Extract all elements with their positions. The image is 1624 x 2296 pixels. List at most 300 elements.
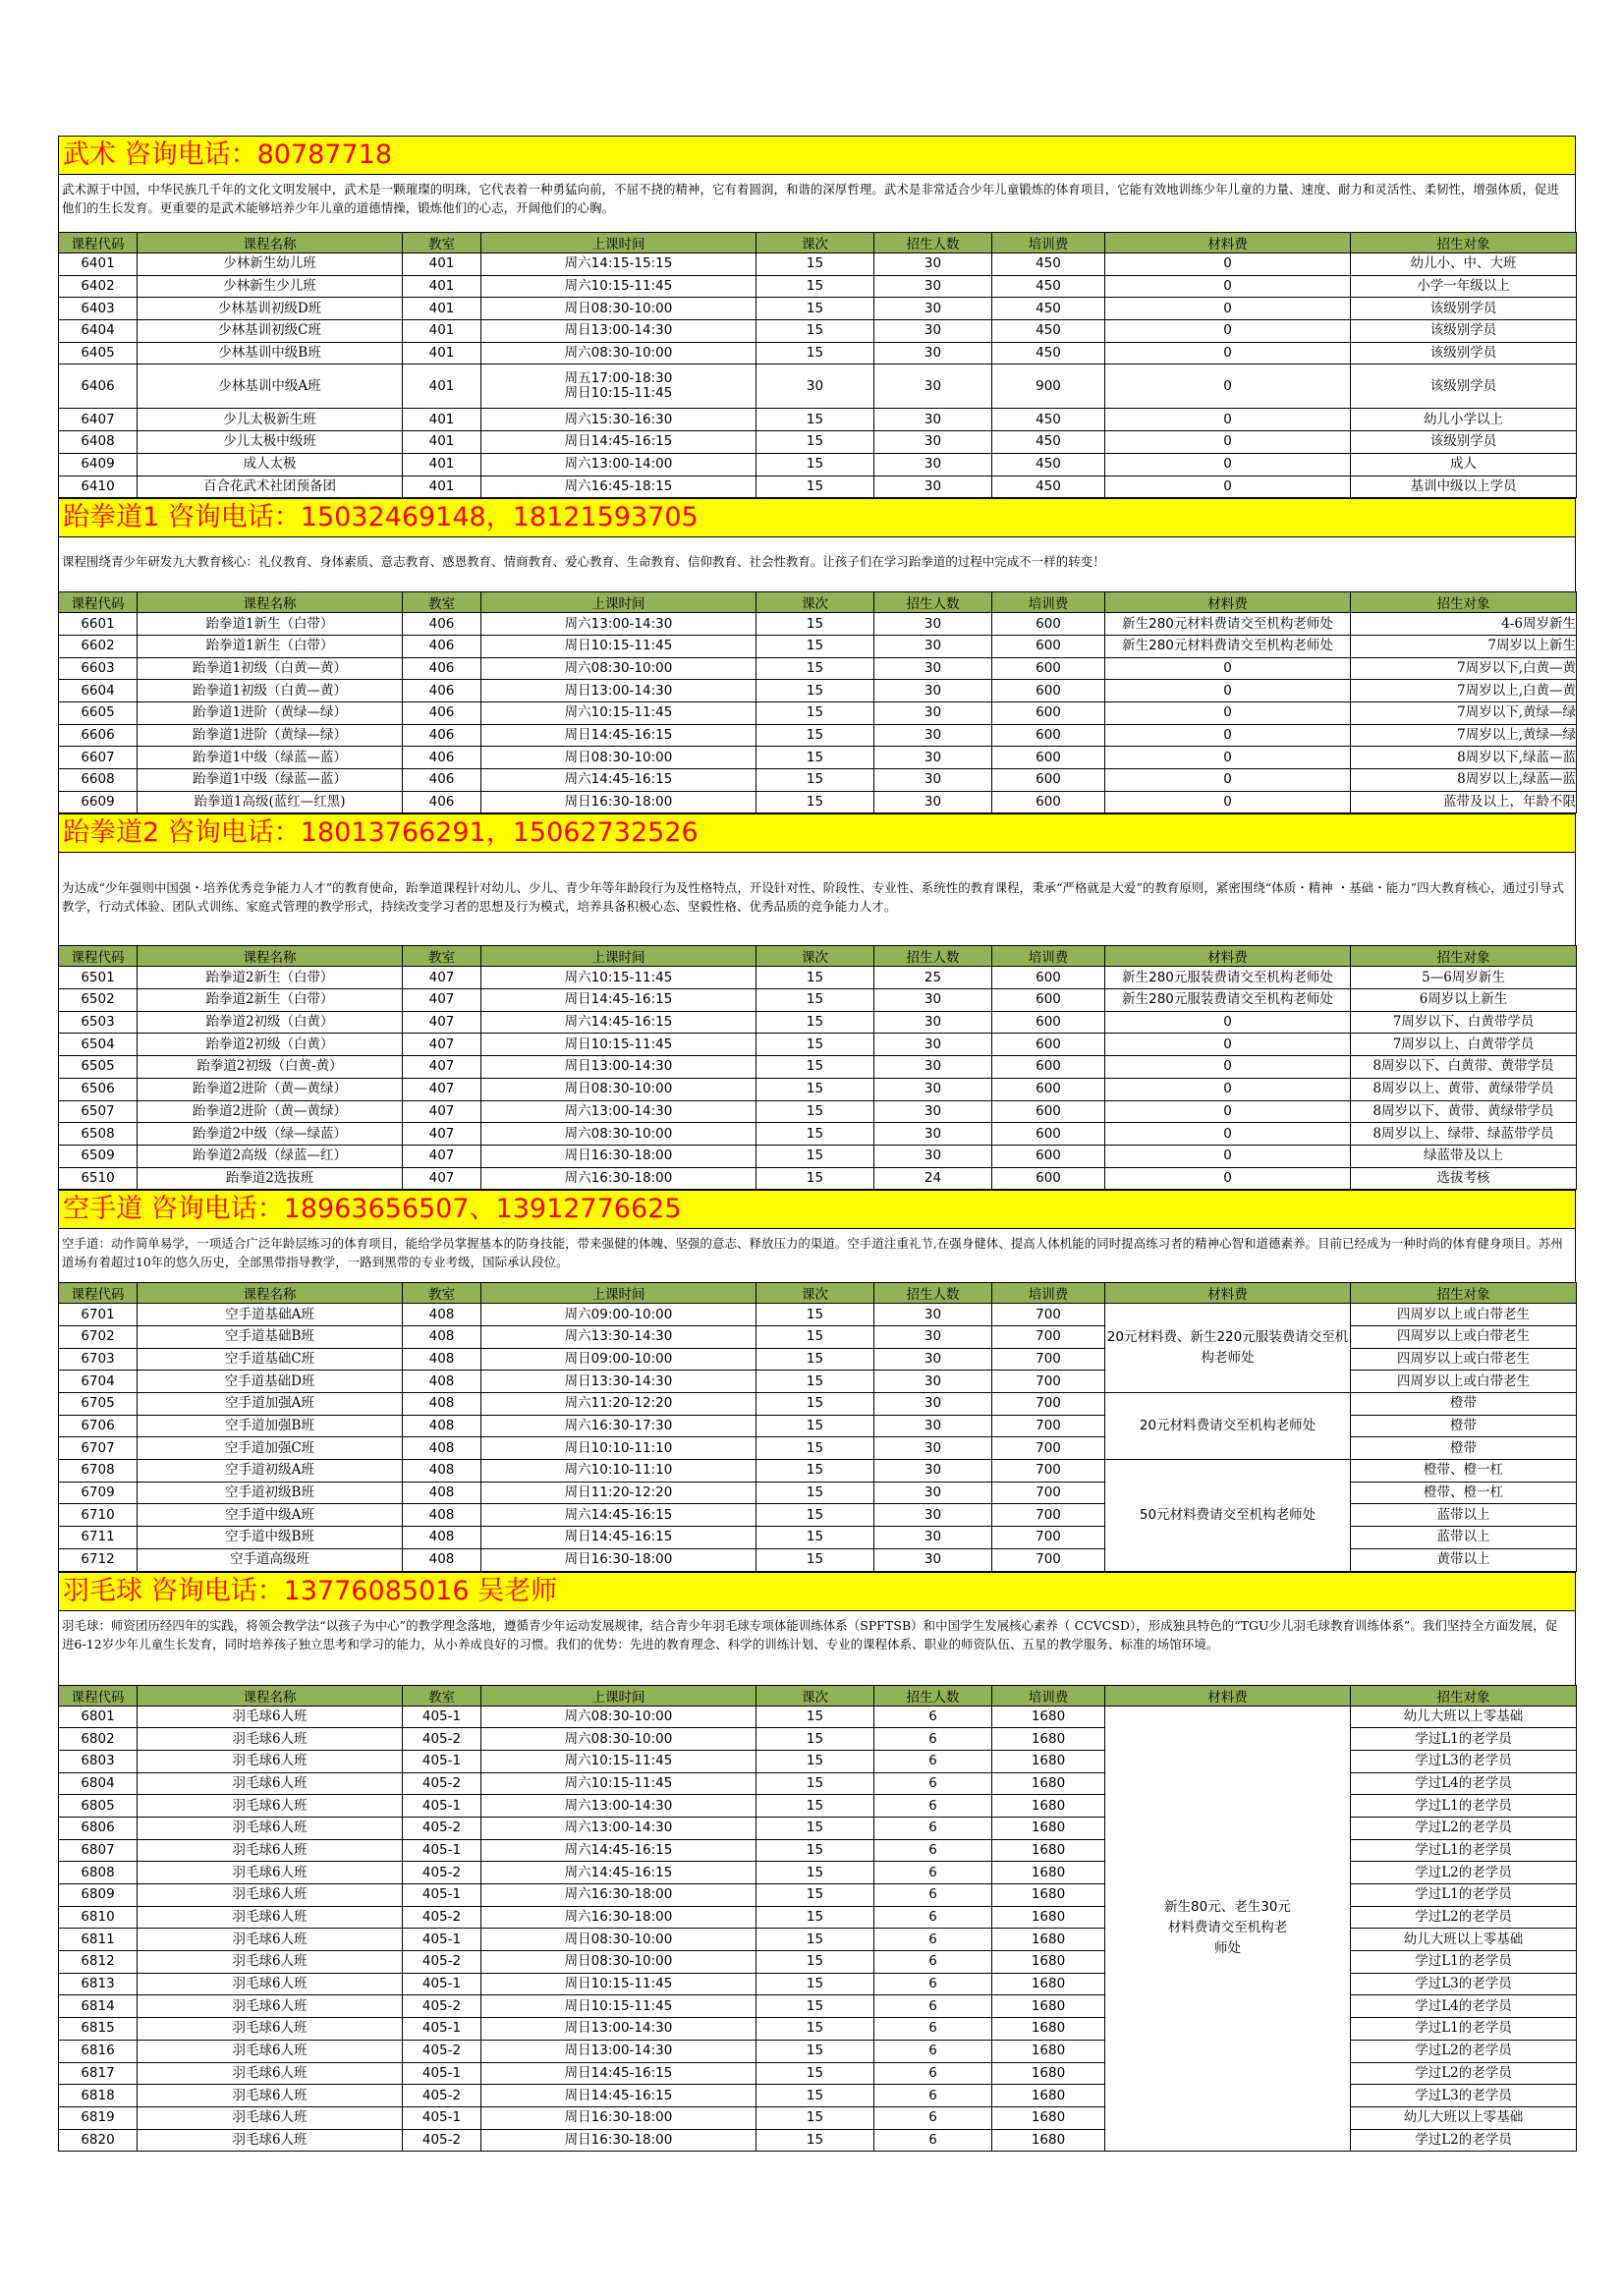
cell-enrollment: 30 — [874, 1371, 992, 1393]
cell-enrollment: 6 — [874, 1706, 992, 1728]
cell-classroom: 406 — [403, 724, 481, 747]
cell-target-students: 该级别学员 — [1351, 320, 1577, 343]
cell-class-time: 周六10:10-11:10 — [481, 1460, 756, 1483]
cell-enrollment: 30 — [874, 635, 992, 657]
cell-sessions: 15 — [756, 769, 874, 792]
cell-course-name: 羽毛球6人班 — [138, 1817, 403, 1839]
cell-class-time: 周日08:30-10:00 — [481, 1951, 756, 1974]
column-header-target-students: 招生对象 — [1351, 1283, 1577, 1304]
cell-sessions: 15 — [756, 2040, 874, 2062]
cell-enrollment: 30 — [874, 1482, 992, 1504]
cell-enrollment: 30 — [874, 1304, 992, 1326]
cell-tuition-fee: 450 — [992, 342, 1105, 364]
cell-course-code: 6814 — [59, 1995, 138, 2018]
column-header-material-fee: 材料费 — [1105, 592, 1351, 613]
table-row — [59, 701, 1577, 724]
cell-enrollment: 6 — [874, 1995, 992, 2018]
cell-class-time: 周日14:45-16:15 — [481, 724, 756, 747]
column-header-material-fee: 材料费 — [1105, 1283, 1351, 1304]
cell-enrollment: 30 — [874, 453, 992, 476]
cell-material-fee: 新生80元、老生30元材料费请交至机构老师处 — [1105, 1706, 1351, 2152]
cell-course-name: 空手道基础B班 — [138, 1325, 403, 1348]
cell-tuition-fee: 700 — [992, 1325, 1105, 1348]
cell-tuition-fee: 1680 — [992, 1884, 1105, 1907]
column-header-target-students: 招生对象 — [1351, 592, 1577, 613]
cell-classroom: 401 — [403, 409, 481, 431]
cell-tuition-fee: 1680 — [992, 1973, 1105, 1995]
table-header-row — [59, 946, 1577, 967]
cell-material-fee: 0 — [1105, 1078, 1351, 1100]
cell-course-name: 空手道中级B班 — [138, 1527, 403, 1549]
cell-course-name: 羽毛球6人班 — [138, 1750, 403, 1772]
cell-sessions: 15 — [756, 1839, 874, 1862]
cell-target-students: 7周岁以下,白黄—黄 — [1351, 657, 1577, 680]
cell-sessions: 15 — [756, 453, 874, 476]
cell-course-name: 空手道加强B班 — [138, 1415, 403, 1437]
cell-tuition-fee: 1680 — [992, 1839, 1105, 1862]
cell-class-time: 周六16:45-18:15 — [481, 476, 756, 498]
cell-course-code: 6506 — [59, 1078, 138, 1100]
cell-tuition-fee: 450 — [992, 431, 1105, 454]
cell-course-name: 羽毛球6人班 — [138, 1706, 403, 1728]
cell-sessions: 15 — [756, 2085, 874, 2107]
cell-sessions: 15 — [756, 2129, 874, 2152]
cell-target-students: 幼儿大班以上零基础 — [1351, 1706, 1577, 1728]
cell-sessions: 15 — [756, 1437, 874, 1460]
cell-tuition-fee: 700 — [992, 1504, 1105, 1527]
column-header-sessions: 课次 — [756, 592, 874, 613]
table-row — [59, 1167, 1577, 1190]
cell-class-time: 周日14:45-16:15 — [481, 1527, 756, 1549]
cell-course-name: 羽毛球6人班 — [138, 1772, 403, 1795]
cell-target-students: 7周岁以上、白黄带学员 — [1351, 1034, 1577, 1056]
cell-classroom: 401 — [403, 431, 481, 454]
course-schedule-document — [58, 136, 1576, 2152]
column-header-material-fee: 材料费 — [1105, 233, 1351, 253]
cell-class-time: 周日16:30-18:00 — [481, 2129, 756, 2152]
cell-tuition-fee: 600 — [992, 967, 1105, 989]
cell-course-name: 羽毛球6人班 — [138, 1795, 403, 1818]
cell-sessions: 15 — [756, 1929, 874, 1951]
cell-course-code: 6802 — [59, 1728, 138, 1751]
cell-classroom: 407 — [403, 967, 481, 989]
cell-course-code: 6605 — [59, 701, 138, 724]
cell-course-name: 羽毛球6人班 — [138, 2062, 403, 2085]
column-header-class-time: 上课时间 — [481, 1685, 756, 1706]
cell-target-students: 8周岁以下、黄带、黄绿带学员 — [1351, 1100, 1577, 1123]
table-row — [59, 635, 1577, 657]
cell-tuition-fee: 700 — [992, 1548, 1105, 1571]
cell-tuition-fee: 1680 — [992, 1929, 1105, 1951]
table-row — [59, 431, 1577, 454]
cell-material-fee: 20元材料费请交至机构老师处 — [1105, 1393, 1351, 1460]
cell-classroom: 406 — [403, 747, 481, 769]
cell-enrollment: 30 — [874, 1527, 992, 1549]
cell-classroom: 408 — [403, 1482, 481, 1504]
cell-material-fee: 0 — [1105, 747, 1351, 769]
cell-tuition-fee: 1680 — [992, 1862, 1105, 1884]
cell-material-fee: 50元材料费请交至机构老师处 — [1105, 1460, 1351, 1571]
cell-course-name: 跆拳道2进阶（黄—黄绿） — [138, 1100, 403, 1123]
table-row — [59, 253, 1577, 276]
column-header-class-time: 上课时间 — [481, 946, 756, 967]
cell-classroom: 405-2 — [403, 2129, 481, 2152]
cell-enrollment: 6 — [874, 1929, 992, 1951]
table-header-row — [59, 592, 1577, 613]
cell-tuition-fee: 1680 — [992, 1795, 1105, 1818]
cell-sessions: 15 — [756, 613, 874, 636]
cell-course-code: 6806 — [59, 1817, 138, 1839]
cell-target-students: 橙带 — [1351, 1393, 1577, 1416]
table-row — [59, 791, 1577, 813]
cell-sessions: 15 — [756, 342, 874, 364]
cell-sessions: 15 — [756, 724, 874, 747]
cell-target-students: 8周岁以下、白黄带、黄带学员 — [1351, 1056, 1577, 1079]
cell-course-name: 跆拳道1中级（绿蓝—蓝） — [138, 769, 403, 792]
cell-course-code: 6607 — [59, 747, 138, 769]
cell-tuition-fee: 600 — [992, 724, 1105, 747]
table-row — [59, 342, 1577, 364]
cell-enrollment: 6 — [874, 1839, 992, 1862]
table-row — [59, 724, 1577, 747]
column-header-target-students: 招生对象 — [1351, 1685, 1577, 1706]
cell-target-students: 学过L2的老学员 — [1351, 1906, 1577, 1929]
cell-class-time: 周日16:30-18:00 — [481, 791, 756, 813]
cell-enrollment: 30 — [874, 1548, 992, 1571]
cell-enrollment: 30 — [874, 989, 992, 1012]
cell-tuition-fee: 1680 — [992, 1772, 1105, 1795]
cell-class-time: 周六08:30-10:00 — [481, 1123, 756, 1146]
cell-target-students: 4-6周岁新生 — [1351, 613, 1577, 636]
cell-target-students: 学过L2的老学员 — [1351, 1817, 1577, 1839]
cell-course-name: 少林新生少儿班 — [138, 275, 403, 298]
cell-class-time: 周六13:00-14:30 — [481, 613, 756, 636]
cell-course-name: 羽毛球6人班 — [138, 1839, 403, 1862]
cell-material-fee: 0 — [1105, 275, 1351, 298]
cell-target-students: 学过L4的老学员 — [1351, 1995, 1577, 2018]
cell-class-time: 周六13:00-14:30 — [481, 1795, 756, 1818]
cell-class-time: 周六13:00-14:30 — [481, 1100, 756, 1123]
cell-tuition-fee: 450 — [992, 298, 1105, 320]
cell-course-name: 少儿太极新生班 — [138, 409, 403, 431]
cell-class-time: 周日10:15-11:45 — [481, 1995, 756, 2018]
cell-course-code: 6604 — [59, 680, 138, 702]
cell-enrollment: 30 — [874, 1348, 992, 1371]
cell-class-time: 周六08:30-10:00 — [481, 1706, 756, 1728]
cell-course-name: 羽毛球6人班 — [138, 1884, 403, 1907]
cell-tuition-fee: 1680 — [992, 2018, 1105, 2041]
cell-course-code: 6803 — [59, 1750, 138, 1772]
cell-course-code: 6809 — [59, 1884, 138, 1907]
cell-class-time: 周六13:00-14:30 — [481, 1817, 756, 1839]
table-row — [59, 320, 1577, 343]
table-header-row — [59, 233, 1577, 253]
cell-course-code: 6602 — [59, 635, 138, 657]
cell-course-name: 成人太极 — [138, 453, 403, 476]
cell-tuition-fee: 700 — [992, 1460, 1105, 1483]
cell-sessions: 15 — [756, 1325, 874, 1348]
column-header-enrollment: 招生人数 — [874, 1283, 992, 1304]
cell-course-code: 6510 — [59, 1167, 138, 1190]
cell-classroom: 401 — [403, 253, 481, 276]
cell-target-students: 8周岁以下,绿蓝—蓝 — [1351, 747, 1577, 769]
cell-class-time: 周日13:00-14:30 — [481, 2018, 756, 2041]
cell-tuition-fee: 600 — [992, 1145, 1105, 1167]
cell-sessions: 15 — [756, 1460, 874, 1483]
cell-sessions: 15 — [756, 275, 874, 298]
cell-course-name: 空手道加强C班 — [138, 1437, 403, 1460]
cell-course-name: 空手道初级B班 — [138, 1482, 403, 1504]
cell-class-time: 周六14:15-15:15 — [481, 253, 756, 276]
cell-target-students: 学过L2的老学员 — [1351, 2062, 1577, 2085]
cell-enrollment: 30 — [874, 1460, 992, 1483]
cell-course-code: 6503 — [59, 1011, 138, 1034]
cell-class-time: 周日13:00-14:30 — [481, 320, 756, 343]
cell-course-code: 6404 — [59, 320, 138, 343]
cell-class-time: 周日14:45-16:15 — [481, 2062, 756, 2085]
cell-tuition-fee: 600 — [992, 657, 1105, 680]
cell-class-time: 周六15:30-16:30 — [481, 409, 756, 431]
cell-target-students: 学过L1的老学员 — [1351, 1839, 1577, 1862]
cell-sessions: 15 — [756, 989, 874, 1012]
cell-material-fee: 0 — [1105, 253, 1351, 276]
cell-class-time: 周日08:30-10:00 — [481, 1929, 756, 1951]
cell-tuition-fee: 700 — [992, 1482, 1105, 1504]
cell-sessions: 15 — [756, 1078, 874, 1100]
cell-enrollment: 30 — [874, 1437, 992, 1460]
cell-tuition-fee: 600 — [992, 747, 1105, 769]
cell-course-name: 跆拳道2中级（绿—绿蓝） — [138, 1123, 403, 1146]
cell-classroom: 405-1 — [403, 1929, 481, 1951]
cell-course-name: 少林基训中级B班 — [138, 342, 403, 364]
table-row — [59, 1034, 1577, 1056]
cell-sessions: 15 — [756, 1100, 874, 1123]
cell-classroom: 408 — [403, 1348, 481, 1371]
section-description-karate: 空手道：动作简单易学，一项适合广泛年龄层练习的体育项目，能给学员掌握基本的防身技能，带来强健的体魄、坚强的意志、释放压力的渠道。空手道注重礼节,在强身健体、提高人体机能的同时提高练习者的精神心智和道德素养。目前已经成为一种时尚的体育健身项目。苏州道场有着超过10年的悠久历史，全部黑带指导教学，一路到黑带的专业考级，国际承认段位。 — [58, 1228, 1576, 1282]
cell-classroom: 407 — [403, 1100, 481, 1123]
cell-sessions: 15 — [756, 1482, 874, 1504]
table-row — [59, 1706, 1577, 1728]
cell-course-name: 跆拳道1新生（白带） — [138, 613, 403, 636]
section-title-karate: 空手道 咨询电话：18963656507、13912776625 — [58, 1190, 1576, 1228]
cell-classroom: 408 — [403, 1504, 481, 1527]
cell-target-students: 四周岁以上或白带老生 — [1351, 1348, 1577, 1371]
cell-enrollment: 30 — [874, 1145, 992, 1167]
cell-course-name: 羽毛球6人班 — [138, 1995, 403, 2018]
cell-target-students: 学过L1的老学员 — [1351, 2018, 1577, 2041]
cell-classroom: 401 — [403, 320, 481, 343]
cell-course-name: 跆拳道1进阶（黄绿—绿） — [138, 701, 403, 724]
column-header-course-name: 课程名称 — [138, 1283, 403, 1304]
cell-target-students: 学过L4的老学员 — [1351, 1772, 1577, 1795]
cell-sessions: 15 — [756, 1145, 874, 1167]
cell-classroom: 407 — [403, 1078, 481, 1100]
cell-classroom: 405-1 — [403, 1973, 481, 1995]
cell-sessions: 15 — [756, 1906, 874, 1929]
cell-sessions: 15 — [756, 1973, 874, 1995]
cell-class-time: 周日08:30-10:00 — [481, 1078, 756, 1100]
cell-course-name: 跆拳道2初级（白黄-黄） — [138, 1056, 403, 1079]
cell-classroom: 405-2 — [403, 1728, 481, 1751]
cell-course-code: 6606 — [59, 724, 138, 747]
cell-tuition-fee: 600 — [992, 1034, 1105, 1056]
cell-enrollment: 6 — [874, 1951, 992, 1974]
cell-classroom: 405-2 — [403, 1817, 481, 1839]
cell-sessions: 15 — [756, 1995, 874, 2018]
cell-class-time: 周日13:00-14:30 — [481, 680, 756, 702]
cell-material-fee: 新生280元服装费请交至机构老师处 — [1105, 967, 1351, 989]
cell-tuition-fee: 900 — [992, 364, 1105, 409]
cell-course-name: 羽毛球6人班 — [138, 2129, 403, 2152]
cell-sessions: 15 — [756, 2062, 874, 2085]
cell-target-students: 学过L1的老学员 — [1351, 1884, 1577, 1907]
section-title-badminton: 羽毛球 咨询电话：13776085016 吴老师 — [58, 1572, 1576, 1610]
cell-tuition-fee: 450 — [992, 409, 1105, 431]
cell-course-code: 6816 — [59, 2040, 138, 2062]
cell-target-students: 幼儿大班以上零基础 — [1351, 2106, 1577, 2129]
cell-sessions: 15 — [756, 298, 874, 320]
cell-tuition-fee: 700 — [992, 1371, 1105, 1393]
cell-course-name: 少林基训中级A班 — [138, 364, 403, 409]
cell-class-time: 周日13:30-14:30 — [481, 1371, 756, 1393]
cell-course-name: 跆拳道2新生（白带） — [138, 967, 403, 989]
cell-course-name: 空手道中级A班 — [138, 1504, 403, 1527]
cell-target-students: 黄带以上 — [1351, 1548, 1577, 1571]
section-description-badminton: 羽毛球：师资团历经四年的实践，将领会教学法“以孩子为中心”的教学理念落地，遵循青少年运动发展规律，结合青少年羽毛球专项体能训练体系（SPFTSB）和中国学生发展核心素养（ CCVCSD），形成独具特色的“TGU少儿羽毛球教育训练体系”。我们坚持全方面发展，促进6-12岁少年儿童生长发育，同时培养孩子独立思考和学习的能力，从小养成良好的习惯。我们的优势：先进的教育理念、科学的训练计划、专业的课程体系、职业的师资队伍、五星的教学服务、标准的场馆环境。 — [58, 1610, 1576, 1685]
table-row — [59, 1100, 1577, 1123]
cell-enrollment: 6 — [874, 1862, 992, 1884]
cell-enrollment: 30 — [874, 298, 992, 320]
cell-sessions: 15 — [756, 2018, 874, 2041]
cell-course-name: 少林新生幼儿班 — [138, 253, 403, 276]
cell-course-code: 6811 — [59, 1929, 138, 1951]
column-header-course-code: 课程代码 — [59, 1283, 138, 1304]
cell-target-students: 橙带 — [1351, 1415, 1577, 1437]
cell-enrollment: 30 — [874, 657, 992, 680]
table-row — [59, 275, 1577, 298]
column-header-enrollment: 招生人数 — [874, 233, 992, 253]
cell-class-time: 周六08:30-10:00 — [481, 342, 756, 364]
cell-target-students: 该级别学员 — [1351, 364, 1577, 409]
cell-material-fee: 0 — [1105, 431, 1351, 454]
cell-class-time: 周日10:15-11:45 — [481, 635, 756, 657]
cell-course-name: 少儿太极中级班 — [138, 431, 403, 454]
cell-material-fee: 新生280元服装费请交至机构老师处 — [1105, 989, 1351, 1012]
column-header-sessions: 课次 — [756, 1685, 874, 1706]
cell-target-students: 蓝带以上 — [1351, 1527, 1577, 1549]
cell-course-name: 跆拳道1初级（白黄—黄） — [138, 680, 403, 702]
cell-class-time: 周六08:30-10:00 — [481, 657, 756, 680]
column-header-course-code: 课程代码 — [59, 592, 138, 613]
cell-course-code: 6505 — [59, 1056, 138, 1079]
cell-tuition-fee: 700 — [992, 1415, 1105, 1437]
cell-course-code: 6409 — [59, 453, 138, 476]
column-header-enrollment: 招生人数 — [874, 592, 992, 613]
cell-enrollment: 30 — [874, 1123, 992, 1146]
cell-enrollment: 6 — [874, 1817, 992, 1839]
column-header-sessions: 课次 — [756, 233, 874, 253]
column-header-course-name: 课程名称 — [138, 233, 403, 253]
cell-target-students: 7周岁以上,白黄—黄 — [1351, 680, 1577, 702]
cell-target-students: 学过L2的老学员 — [1351, 1862, 1577, 1884]
cell-course-code: 6819 — [59, 2106, 138, 2129]
cell-sessions: 15 — [756, 680, 874, 702]
cell-class-time: 周日08:30-10:00 — [481, 298, 756, 320]
cell-tuition-fee: 700 — [992, 1437, 1105, 1460]
cell-enrollment: 6 — [874, 1973, 992, 1995]
cell-course-name: 跆拳道1中级（绿蓝—蓝） — [138, 747, 403, 769]
cell-material-fee: 0 — [1105, 1145, 1351, 1167]
cell-enrollment: 30 — [874, 1078, 992, 1100]
cell-class-time: 周六10:15-11:45 — [481, 1750, 756, 1772]
column-header-material-fee: 材料费 — [1105, 946, 1351, 967]
cell-target-students: 四周岁以上或白带老生 — [1351, 1304, 1577, 1326]
cell-class-time: 周六16:30-18:00 — [481, 1906, 756, 1929]
cell-target-students: 7周岁以上,黄绿—绿 — [1351, 724, 1577, 747]
cell-classroom: 407 — [403, 989, 481, 1012]
cell-material-fee: 0 — [1105, 791, 1351, 813]
cell-target-students: 5—6周岁新生 — [1351, 967, 1577, 989]
cell-course-name: 羽毛球6人班 — [138, 2106, 403, 2129]
time-line: 周五17:00-18:30 — [564, 370, 673, 387]
cell-sessions: 15 — [756, 1167, 874, 1190]
cell-classroom: 405-1 — [403, 1884, 481, 1907]
cell-class-time: 周日11:20-12:20 — [481, 1482, 756, 1504]
column-header-tuition-fee: 培训费 — [992, 946, 1105, 967]
cell-target-students: 绿蓝带及以上 — [1351, 1145, 1577, 1167]
column-header-tuition-fee: 培训费 — [992, 592, 1105, 613]
cell-course-name: 羽毛球6人班 — [138, 1929, 403, 1951]
cell-course-name: 空手道基础A班 — [138, 1304, 403, 1326]
cell-classroom: 406 — [403, 635, 481, 657]
cell-enrollment: 30 — [874, 253, 992, 276]
cell-target-students: 该级别学员 — [1351, 431, 1577, 454]
cell-classroom: 405-2 — [403, 1951, 481, 1974]
cell-target-students: 选拔考核 — [1351, 1167, 1577, 1190]
cell-target-students: 四周岁以上或白带老生 — [1351, 1325, 1577, 1348]
cell-classroom: 405-1 — [403, 2018, 481, 2041]
cell-class-time: 周六08:30-10:00 — [481, 1728, 756, 1751]
cell-sessions: 15 — [756, 1348, 874, 1371]
cell-course-code: 6702 — [59, 1325, 138, 1348]
table-header-row — [59, 1283, 1577, 1304]
column-header-class-time: 上课时间 — [481, 1283, 756, 1304]
cell-course-name: 少林基训初级D班 — [138, 298, 403, 320]
cell-target-students: 橙带、橙一杠 — [1351, 1460, 1577, 1483]
cell-target-students: 幼儿小、中、大班 — [1351, 253, 1577, 276]
cell-class-time: 周六11:20-12:20 — [481, 1393, 756, 1416]
cell-material-fee: 新生280元材料费请交至机构老师处 — [1105, 613, 1351, 636]
cell-classroom: 406 — [403, 613, 481, 636]
cell-tuition-fee: 1680 — [992, 2129, 1105, 2152]
column-header-target-students: 招生对象 — [1351, 946, 1577, 967]
cell-target-students: 学过L1的老学员 — [1351, 1728, 1577, 1751]
column-header-course-name: 课程名称 — [138, 592, 403, 613]
section-description-taekwondo1: 课程围绕青少年研发九大教育核心：礼仪教育、身体素质、意志教育、感恩教育、情商教育、爱心教育、生命教育、信仰教育、社会性教育。让孩子们在学习跆拳道的过程中完成不一样的转变！ — [58, 536, 1576, 591]
cell-sessions: 15 — [756, 2106, 874, 2129]
cell-material-fee: 新生280元材料费请交至机构老师处 — [1105, 635, 1351, 657]
cell-course-name: 跆拳道2初级（白黄） — [138, 1011, 403, 1034]
cell-enrollment: 30 — [874, 1011, 992, 1034]
cell-sessions: 15 — [756, 1123, 874, 1146]
cell-enrollment: 30 — [874, 791, 992, 813]
cell-material-fee: 0 — [1105, 1056, 1351, 1079]
cell-sessions: 15 — [756, 747, 874, 769]
cell-course-code: 6401 — [59, 253, 138, 276]
cell-course-code: 6408 — [59, 431, 138, 454]
cell-course-name: 少林基训初级C班 — [138, 320, 403, 343]
cell-material-fee: 0 — [1105, 1167, 1351, 1190]
